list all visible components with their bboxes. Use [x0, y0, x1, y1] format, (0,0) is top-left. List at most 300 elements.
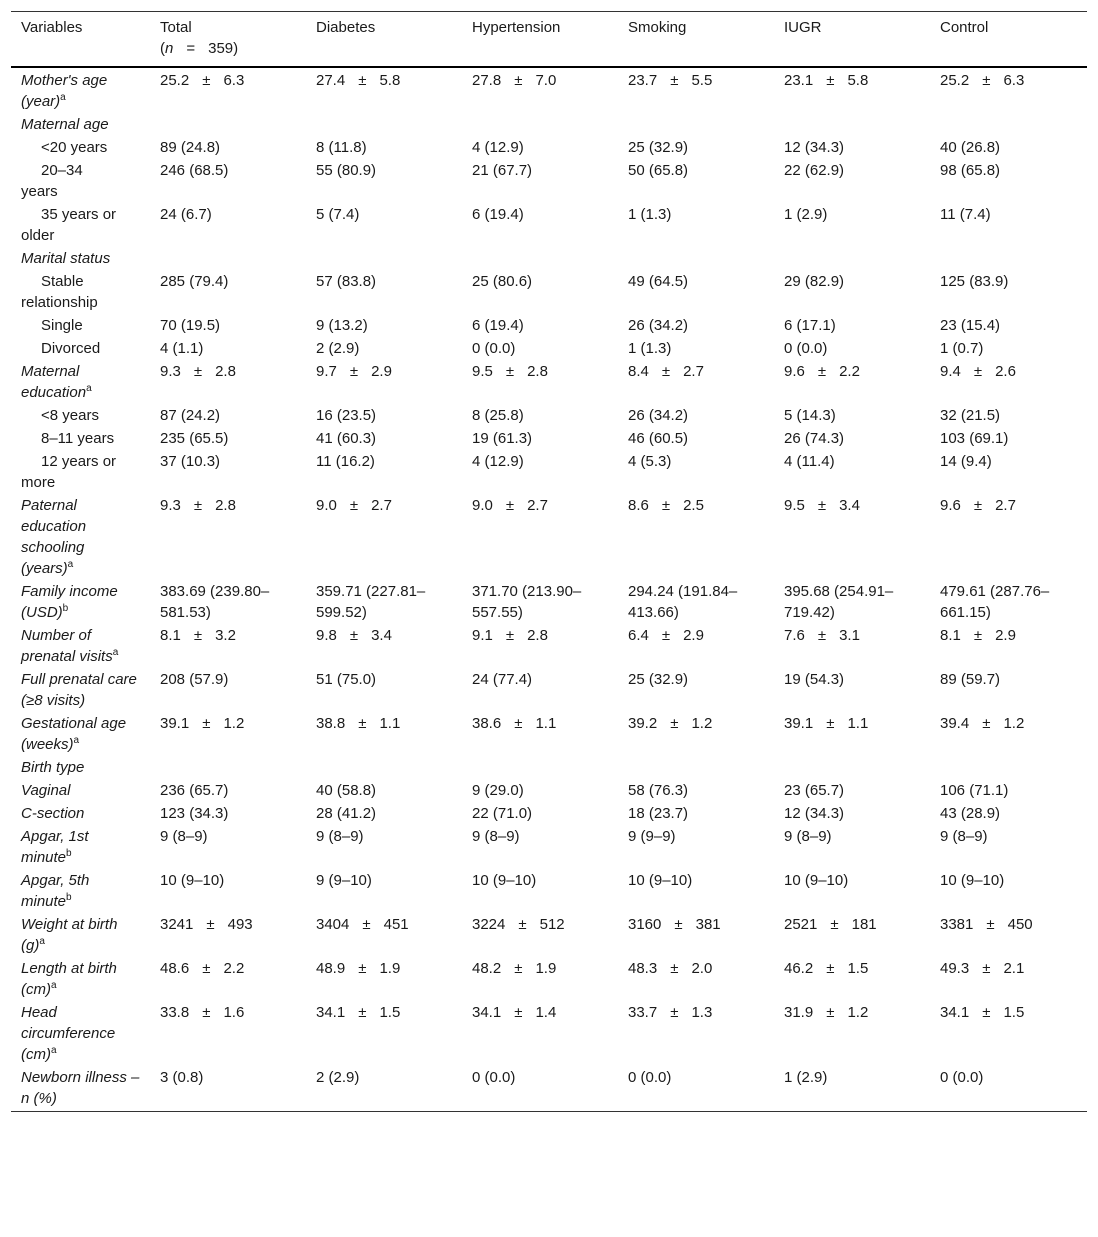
cell-diabetes: [306, 713, 462, 757]
sd-value: 2.8: [527, 627, 548, 644]
cell-diabetes: [306, 958, 462, 1002]
row-label: 20–34 years: [21, 162, 83, 200]
cell-smoking: [618, 958, 774, 1002]
sd-value: 2.2: [223, 960, 245, 977]
cell-control: [930, 958, 1087, 1002]
table-header: [11, 12, 1087, 68]
footnote-marker: b: [66, 848, 72, 859]
cell-diabetes: 9 (13.2): [316, 317, 368, 334]
sd-value: 1.1: [847, 715, 869, 732]
cell-iugr: 395.68 (254.91–719.42): [784, 583, 894, 621]
footnote-marker: a: [51, 980, 57, 991]
sd-value: 493: [227, 916, 253, 933]
plus-minus-sign: ±: [826, 1004, 835, 1021]
header-iugr: IUGR: [784, 19, 822, 36]
sd-value: 450: [1007, 916, 1033, 933]
cell-diabetes: [306, 757, 462, 780]
plus-minus-sign: ±: [670, 1004, 679, 1021]
mean-value: 23.7: [628, 72, 658, 89]
cell-diabetes: [306, 1002, 462, 1067]
plus-minus-sign: ±: [973, 497, 983, 514]
mean-value: 8.1: [940, 627, 961, 644]
sd-value: 1.1: [379, 715, 401, 732]
sd-value: 2.0: [691, 960, 713, 977]
header-total-label: Total: [160, 19, 192, 36]
cell-total: 70 (19.5): [160, 317, 221, 334]
plus-minus-sign: ±: [518, 916, 527, 933]
row-label-cell: [11, 315, 150, 338]
cell-smoking: 26 (34.2): [628, 317, 689, 334]
cell-control: 89 (59.7): [940, 671, 1001, 688]
mean-value: 9.3: [160, 497, 181, 514]
cell-hypertension: [462, 914, 618, 958]
cell-control: 40 (26.8): [940, 139, 1001, 156]
sd-value: 2.5: [683, 497, 704, 514]
row-label-cell: [11, 870, 150, 914]
cell-hypertension: [462, 958, 618, 1002]
cell-iugr: [774, 495, 930, 581]
cell-total: 37 (10.3): [160, 453, 221, 470]
row-label-cell: [11, 625, 150, 669]
cell-smoking: [618, 361, 774, 405]
cell-control: [930, 713, 1087, 757]
sd-value: 2.9: [995, 627, 1016, 644]
mean-value: 9.7: [316, 363, 337, 380]
cell-smoking: 0 (0.0): [628, 1069, 672, 1086]
table-row: [11, 137, 1087, 160]
mean-value: 27.8: [472, 72, 502, 89]
plus-minus-sign: ±: [982, 715, 991, 732]
cell-diabetes: 41 (60.3): [316, 430, 377, 447]
row-label: Stable relationship: [21, 273, 98, 311]
mean-value: 9.0: [316, 497, 337, 514]
footnote-marker: a: [39, 936, 45, 947]
cell-diabetes: 51 (75.0): [316, 671, 377, 688]
sd-value: 5.8: [847, 72, 869, 89]
cell-control: 11 (7.4): [940, 206, 991, 223]
table-row: [11, 625, 1087, 669]
data-table: [11, 11, 1087, 1112]
cell-hypertension: [462, 361, 618, 405]
mean-value: 3241: [160, 916, 194, 933]
table-row: [11, 405, 1087, 428]
cell-hypertension: 9 (29.0): [472, 782, 524, 799]
header-hypertension: Hypertension: [472, 19, 561, 36]
cell-hypertension: [462, 625, 618, 669]
sd-value: 1.5: [379, 1004, 401, 1021]
cell-total: 24 (6.7): [160, 206, 212, 223]
row-label: Newborn illness – n (%): [21, 1069, 140, 1107]
cell-hypertension: 4 (12.9): [472, 453, 524, 470]
cell-smoking: 18 (23.7): [628, 805, 689, 822]
cell-total: [150, 67, 306, 114]
cell-total: 10 (9–10): [160, 872, 225, 889]
mean-value: 9.5: [784, 497, 805, 514]
table-row: [11, 204, 1087, 248]
mean-value: 48.6: [160, 960, 190, 977]
table-row: [11, 428, 1087, 451]
plus-minus-sign: ±: [505, 497, 515, 514]
cell-iugr: [774, 914, 930, 958]
cell-hypertension: 21 (67.7): [472, 162, 533, 179]
plus-minus-sign: ±: [358, 960, 367, 977]
sd-value: 5.8: [379, 72, 401, 89]
mean-value: 38.8: [316, 715, 346, 732]
cell-smoking: 25 (32.9): [628, 671, 689, 688]
cell-iugr: [774, 958, 930, 1002]
sd-value: 1.9: [379, 960, 401, 977]
cell-smoking: 1 (1.3): [628, 206, 672, 223]
sd-value: 512: [539, 916, 565, 933]
plus-minus-sign: ±: [973, 627, 983, 644]
footnote-marker: a: [60, 92, 66, 103]
cell-iugr: 12 (34.3): [784, 805, 845, 822]
sd-value: 2.9: [371, 363, 392, 380]
cell-control: 98 (65.8): [940, 162, 1001, 179]
table-row: [11, 160, 1087, 204]
sd-value: 2.8: [215, 363, 236, 380]
row-label-cell: [11, 428, 150, 451]
mean-value: 46.2: [784, 960, 814, 977]
mean-value: 25.2: [940, 72, 970, 89]
cell-total: 87 (24.2): [160, 407, 221, 424]
cell-iugr: 4 (11.4): [784, 453, 835, 470]
row-label: Family income (USD): [21, 583, 118, 621]
table-row: [11, 914, 1087, 958]
table-row: [11, 1067, 1087, 1112]
row-label: Divorced: [41, 340, 101, 357]
row-label: Maternal age: [21, 116, 109, 133]
cell-total: 89 (24.8): [160, 139, 221, 156]
row-label: <20 years: [41, 139, 108, 156]
cell-hypertension: [462, 248, 618, 271]
header-variables: Variables: [21, 19, 83, 36]
plus-minus-sign: ±: [193, 627, 203, 644]
table-row: [11, 669, 1087, 713]
row-label: C-section: [21, 805, 85, 822]
sd-value: 451: [383, 916, 409, 933]
cell-hypertension: 4 (12.9): [472, 139, 524, 156]
cell-iugr: 1 (2.9): [784, 206, 828, 223]
cell-hypertension: 9 (8–9): [472, 828, 520, 845]
cell-diabetes: 9 (8–9): [316, 828, 364, 845]
mean-value: 6.4: [628, 627, 649, 644]
cell-control: [930, 1002, 1087, 1067]
row-label: Single: [41, 317, 83, 334]
cell-control: 479.61 (287.76–661.15): [940, 583, 1050, 621]
row-label: <8 years: [41, 407, 99, 424]
cell-control: 23 (15.4): [940, 317, 1001, 334]
cell-hypertension: [462, 114, 618, 137]
cell-control: [930, 361, 1087, 405]
cell-total: [150, 625, 306, 669]
row-label-cell: [11, 495, 150, 581]
cell-total: [150, 361, 306, 405]
plus-minus-sign: ±: [661, 363, 671, 380]
sd-value: 1.2: [1003, 715, 1025, 732]
cell-smoking: [618, 914, 774, 958]
cell-smoking: [618, 495, 774, 581]
mean-value: 8.4: [628, 363, 649, 380]
sd-value: 1.6: [223, 1004, 245, 1021]
sd-value: 2.7: [995, 497, 1016, 514]
header-row: [11, 12, 1087, 68]
cell-total: [150, 713, 306, 757]
sd-value: 3.4: [839, 497, 860, 514]
mean-value: 48.2: [472, 960, 502, 977]
row-label-cell: [11, 248, 150, 271]
cell-smoking: 10 (9–10): [628, 872, 693, 889]
cell-smoking: [618, 713, 774, 757]
mean-value: 3224: [472, 916, 506, 933]
cell-iugr: [774, 757, 930, 780]
plus-minus-sign: ±: [514, 715, 523, 732]
mean-value: 38.6: [472, 715, 502, 732]
plus-minus-sign: ±: [674, 916, 683, 933]
plus-minus-sign: ±: [514, 960, 523, 977]
cell-control: 0 (0.0): [940, 1069, 984, 1086]
cell-control: [930, 625, 1087, 669]
row-label: Gestational age (weeks): [21, 715, 127, 753]
cell-total: [150, 114, 306, 137]
footnote-marker: a: [86, 383, 92, 394]
cell-iugr: 29 (82.9): [784, 273, 845, 290]
row-label: Mother's age (year): [21, 72, 108, 110]
cell-iugr: 0 (0.0): [784, 340, 828, 357]
cell-smoking: 49 (64.5): [628, 273, 689, 290]
cell-control: 14 (9.4): [940, 453, 992, 470]
cell-iugr: [774, 248, 930, 271]
row-label-cell: [11, 914, 150, 958]
plus-minus-sign: ±: [826, 960, 835, 977]
sd-value: 2.9: [683, 627, 704, 644]
table-row: [11, 803, 1087, 826]
mean-value: 9.8: [316, 627, 337, 644]
table-row: [11, 315, 1087, 338]
row-label-cell: [11, 757, 150, 780]
cell-smoking: 50 (65.8): [628, 162, 689, 179]
mean-value: 39.2: [628, 715, 658, 732]
cell-iugr: 22 (62.9): [784, 162, 845, 179]
cell-control: [930, 248, 1087, 271]
table-row: [11, 248, 1087, 271]
cell-diabetes: 2 (2.9): [316, 340, 360, 357]
table-row: [11, 870, 1087, 914]
cell-control: 106 (71.1): [940, 782, 1009, 799]
plus-minus-sign: ±: [349, 627, 359, 644]
footnote-marker: a: [73, 735, 80, 746]
mean-value: 27.4: [316, 72, 346, 89]
sd-value: 2.7: [683, 363, 704, 380]
mean-value: 3404: [316, 916, 350, 933]
table-row: [11, 958, 1087, 1002]
sd-value: 2.8: [215, 497, 236, 514]
plus-minus-sign: ±: [514, 1004, 523, 1021]
cell-iugr: 23 (65.7): [784, 782, 845, 799]
cell-smoking: [618, 625, 774, 669]
table-row: [11, 271, 1087, 315]
table-row: [11, 338, 1087, 361]
sd-value: 1.2: [847, 1004, 869, 1021]
mean-value: 49.3: [940, 960, 970, 977]
cell-smoking: 26 (34.2): [628, 407, 689, 424]
row-label: Paternal education schooling (years): [21, 497, 87, 577]
plus-minus-sign: ±: [349, 363, 359, 380]
plus-minus-sign: ±: [982, 960, 991, 977]
footnote-marker: b: [62, 603, 69, 614]
row-label-cell: [11, 958, 150, 1002]
sd-value: 3.4: [371, 627, 392, 644]
cell-diabetes: 5 (7.4): [316, 206, 360, 223]
sd-value: 3.2: [215, 627, 236, 644]
row-label: Number of prenatal visits: [21, 627, 113, 665]
cell-diabetes: [306, 114, 462, 137]
cell-diabetes: [306, 495, 462, 581]
sd-value: 2.7: [527, 497, 548, 514]
cell-hypertension: 8 (25.8): [472, 407, 524, 424]
mean-value: 8.6: [628, 497, 649, 514]
plus-minus-sign: ±: [986, 916, 995, 933]
cell-control: 9 (8–9): [940, 828, 988, 845]
sd-value: 1.3: [691, 1004, 713, 1021]
header-control: Control: [940, 19, 989, 36]
cell-total: 4 (1.1): [160, 340, 204, 357]
cell-smoking: [618, 1002, 774, 1067]
sd-value: 1.2: [691, 715, 713, 732]
mean-value: 33.8: [160, 1004, 190, 1021]
plus-minus-sign: ±: [830, 916, 839, 933]
cell-total: 235 (65.5): [160, 430, 229, 447]
cell-diabetes: 8 (11.8): [316, 139, 367, 156]
cell-diabetes: 28 (41.2): [316, 805, 377, 822]
cell-total: [150, 495, 306, 581]
plus-minus-sign: ±: [982, 72, 991, 89]
plus-minus-sign: ±: [661, 497, 671, 514]
cell-control: [930, 114, 1087, 137]
plus-minus-sign: ±: [358, 1004, 367, 1021]
row-label: Head circumference (cm): [21, 1004, 116, 1063]
cell-diabetes: 55 (80.9): [316, 162, 377, 179]
cell-total: 383.69 (239.80–581.53): [160, 583, 270, 621]
cell-hypertension: [462, 495, 618, 581]
row-label: Apgar, 1st minute: [21, 828, 89, 866]
plus-minus-sign: ±: [973, 363, 983, 380]
table-body: [11, 67, 1087, 1112]
sd-value: 181: [851, 916, 877, 933]
cell-hypertension: 24 (77.4): [472, 671, 533, 688]
cell-total: 123 (34.3): [160, 805, 229, 822]
row-label-cell: [11, 114, 150, 137]
sd-value: 2.6: [995, 363, 1016, 380]
mean-value: 31.9: [784, 1004, 814, 1021]
cell-hypertension: 25 (80.6): [472, 273, 533, 290]
row-label-cell: [11, 581, 150, 625]
cell-control: 103 (69.1): [940, 430, 1009, 447]
header-total-n-value: 359: [208, 39, 234, 57]
mean-value: 25.2: [160, 72, 190, 89]
sd-value: 6.3: [223, 72, 245, 89]
row-label: Length at birth (cm): [21, 960, 117, 998]
mean-value: 9.6: [940, 497, 961, 514]
cell-control: [930, 757, 1087, 780]
mean-value: 33.7: [628, 1004, 658, 1021]
row-label-cell: [11, 271, 150, 315]
cell-total: [150, 958, 306, 1002]
row-label: Full prenatal care (≥8 visits): [21, 671, 137, 709]
header-smoking: Smoking: [628, 19, 687, 36]
plus-minus-sign: ±: [193, 497, 203, 514]
header-diabetes: Diabetes: [316, 19, 376, 36]
cell-control: [930, 495, 1087, 581]
cell-hypertension: 19 (61.3): [472, 430, 533, 447]
plus-minus-sign: ±: [349, 497, 359, 514]
table-row: [11, 780, 1087, 803]
cell-diabetes: 40 (58.8): [316, 782, 377, 799]
table-row: [11, 1002, 1087, 1067]
footnote-marker: a: [112, 647, 119, 658]
cell-diabetes: 11 (16.2): [316, 453, 375, 470]
mean-value: 3160: [628, 916, 662, 933]
table-row: [11, 757, 1087, 780]
mean-value: 9.6: [784, 363, 805, 380]
cell-control: [930, 67, 1087, 114]
plus-minus-sign: ±: [202, 960, 211, 977]
cell-diabetes: [306, 248, 462, 271]
table-row: [11, 114, 1087, 137]
row-label-cell: [11, 780, 150, 803]
mean-value: 8.1: [160, 627, 181, 644]
cell-diabetes: 9 (9–10): [316, 872, 372, 889]
mean-value: 39.1: [160, 715, 190, 732]
cell-hypertension: 22 (71.0): [472, 805, 533, 822]
row-label-cell: [11, 361, 150, 405]
plus-minus-sign: ±: [358, 72, 367, 89]
row-label-cell: [11, 1002, 150, 1067]
plus-minus-sign: ±: [505, 627, 515, 644]
row-label-cell: [11, 67, 150, 114]
plus-minus-sign: ±: [193, 363, 203, 380]
row-label: 8–11 years: [41, 430, 115, 447]
cell-hypertension: 6 (19.4): [472, 206, 524, 223]
row-label-cell: [11, 204, 150, 248]
cell-total: [150, 914, 306, 958]
plus-minus-sign: ±: [202, 72, 211, 89]
cell-control: 1 (0.7): [940, 340, 984, 357]
sd-value: 5.5: [691, 72, 713, 89]
mean-value: 9.3: [160, 363, 181, 380]
cell-iugr: 12 (34.3): [784, 139, 845, 156]
cell-hypertension: 10 (9–10): [472, 872, 537, 889]
plus-minus-sign: ±: [982, 1004, 991, 1021]
cell-hypertension: [462, 67, 618, 114]
cell-iugr: [774, 713, 930, 757]
mean-value: 9.1: [472, 627, 493, 644]
mean-value: 48.3: [628, 960, 658, 977]
cell-control: 125 (83.9): [940, 273, 1009, 290]
row-label-cell: [11, 137, 150, 160]
cell-total: [150, 757, 306, 780]
cell-smoking: 4 (5.3): [628, 453, 672, 470]
cell-hypertension: 0 (0.0): [472, 340, 516, 357]
sd-value: 2.8: [527, 363, 548, 380]
cell-hypertension: [462, 1002, 618, 1067]
mean-value: 34.1: [940, 1004, 970, 1021]
cell-diabetes: 359.71 (227.81–599.52): [316, 583, 426, 621]
cell-iugr: [774, 625, 930, 669]
row-label-cell: [11, 160, 150, 204]
table-row: [11, 713, 1087, 757]
cell-diabetes: [306, 625, 462, 669]
